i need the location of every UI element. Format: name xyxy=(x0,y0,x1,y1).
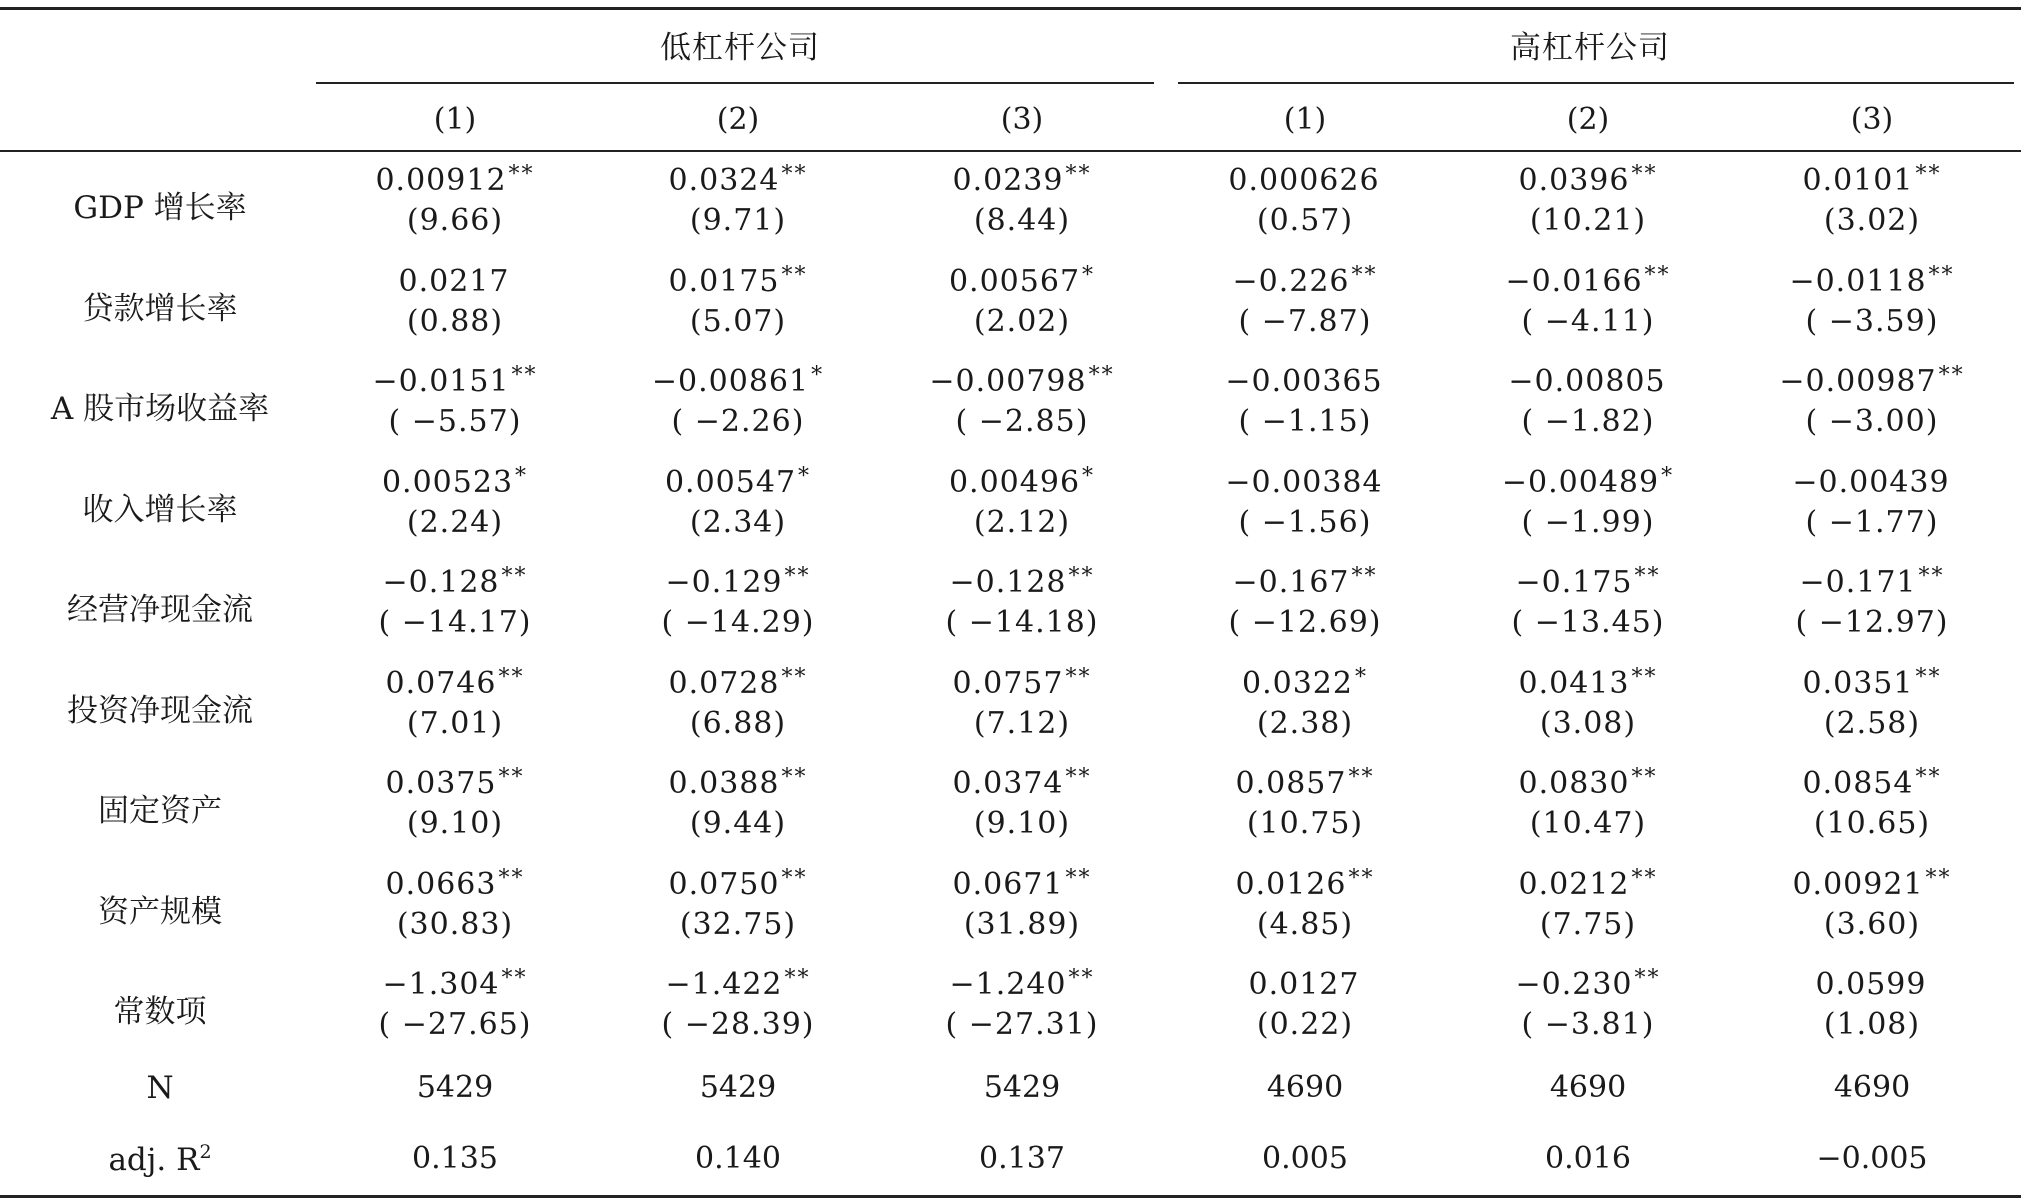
coefficient-cell xyxy=(1448,765,1728,801)
coefficient-cell xyxy=(1448,665,1728,701)
adj-r2-label-text: adj. R xyxy=(108,1142,200,1178)
t-statistic-cell: ( −5.57) xyxy=(388,404,522,439)
significance-stars: ** xyxy=(1631,664,1658,690)
coefficient-value: 0.0671 xyxy=(952,866,1064,902)
t-statistic-cell: (7.75) xyxy=(1539,906,1637,942)
significance-stars: ** xyxy=(1068,966,1095,991)
table-top-rule xyxy=(0,7,2021,10)
coefficient-cell xyxy=(1448,363,1728,399)
significance-stars: ** xyxy=(1634,564,1661,589)
t-statistic-cell: (6.88) xyxy=(689,705,787,741)
significance-stars: * xyxy=(798,463,812,489)
coefficient-value: 0.0750 xyxy=(668,866,780,902)
observation-count: 5429 xyxy=(983,1070,1061,1105)
significance-stars: ** xyxy=(784,564,811,589)
significance-stars: ** xyxy=(781,765,808,790)
coefficient-cell xyxy=(1165,263,1445,299)
observation-count: 4690 xyxy=(1833,1070,1911,1105)
significance-stars: ** xyxy=(1065,765,1092,790)
t-statistic-cell: (7.12) xyxy=(973,705,1071,741)
group-title-high-leverage: 高杠杆公司 xyxy=(1510,30,1670,66)
coefficient-value: −0.00365 xyxy=(1225,364,1383,399)
significance-stars: ** xyxy=(784,966,811,991)
coefficient-value: 0.0728 xyxy=(668,665,780,701)
significance-stars: ** xyxy=(1351,262,1378,288)
observation-count: 5429 xyxy=(699,1070,777,1105)
significance-stars: ** xyxy=(1938,363,1965,388)
t-statistic-cell: (0.57) xyxy=(1256,203,1354,238)
significance-stars: ** xyxy=(498,765,525,790)
observation-count: 4690 xyxy=(1549,1070,1627,1105)
coefficient-cell xyxy=(882,162,1162,198)
t-statistic-cell: ( −1.99) xyxy=(1521,504,1655,540)
adj-r2-value: −0.005 xyxy=(1816,1141,1928,1176)
coefficient-cell xyxy=(1732,263,2012,299)
column-number-header: (1) xyxy=(433,102,477,137)
row-label: 常数项 xyxy=(113,994,207,1030)
coefficient-cell xyxy=(1165,363,1445,399)
t-statistic-cell: (32.75) xyxy=(679,906,797,942)
t-statistic-cell: (2.58) xyxy=(1823,705,1921,741)
t-statistic-cell: (3.60) xyxy=(1823,906,1921,942)
row-label: 固定资产 xyxy=(98,793,222,829)
significance-stars: ** xyxy=(1915,664,1942,690)
t-statistic-cell: (30.83) xyxy=(396,906,514,942)
significance-stars: ** xyxy=(508,162,535,187)
significance-stars: ** xyxy=(498,865,525,891)
significance-stars: ** xyxy=(1631,765,1658,790)
t-statistic-cell: (0.22) xyxy=(1256,1007,1354,1042)
coefficient-value: 0.00523 xyxy=(381,464,514,500)
t-statistic-cell: (9.10) xyxy=(973,806,1071,841)
significance-stars: * xyxy=(1354,664,1368,690)
coefficient-value: 0.00921 xyxy=(1792,866,1924,902)
coefficient-cell xyxy=(1732,564,2012,600)
t-statistic-cell: ( −3.81) xyxy=(1521,1007,1655,1042)
t-statistic-cell: (4.85) xyxy=(1256,906,1354,942)
t-statistic-cell: ( −1.56) xyxy=(1238,504,1372,540)
significance-stars: ** xyxy=(1631,162,1658,187)
coefficient-value: −0.226 xyxy=(1232,263,1350,299)
header-bottom-rule xyxy=(0,150,2021,152)
row-label: 投资净现金流 xyxy=(67,692,253,729)
t-statistic-cell: ( −7.87) xyxy=(1238,303,1372,339)
t-statistic-cell: ( −13.45) xyxy=(1511,605,1665,640)
significance-stars: ** xyxy=(781,262,808,288)
coefficient-value: −1.422 xyxy=(665,967,783,1002)
t-statistic-cell: ( −27.31) xyxy=(945,1007,1099,1042)
coefficient-cell xyxy=(315,966,595,1002)
significance-stars: ** xyxy=(1925,865,1952,891)
coefficient-cell xyxy=(598,162,878,198)
adj-r2-value: 0.137 xyxy=(979,1141,1065,1176)
significance-stars: * xyxy=(1082,262,1096,288)
coefficient-cell xyxy=(882,966,1162,1002)
significance-stars: ** xyxy=(1348,865,1375,891)
adj-r2-value: 0.005 xyxy=(1262,1141,1348,1176)
row-label: 收入增长率 xyxy=(82,491,238,528)
coefficient-value: −0.00384 xyxy=(1225,464,1383,500)
coefficient-value: 0.0212 xyxy=(1518,866,1630,902)
coefficient-value: −1.240 xyxy=(949,967,1067,1002)
coefficient-value: −0.00861 xyxy=(651,364,810,399)
significance-stars: * xyxy=(515,463,529,489)
coefficient-value: −0.171 xyxy=(1799,565,1917,600)
t-statistic-cell: (1.08) xyxy=(1823,1007,1921,1042)
coefficient-cell xyxy=(1448,564,1728,600)
t-statistic-cell: ( −14.18) xyxy=(945,605,1099,640)
coefficient-cell xyxy=(315,363,595,399)
t-statistic-cell: ( −28.39) xyxy=(661,1007,815,1042)
coefficient-value: 0.0388 xyxy=(668,766,780,801)
significance-stars: ** xyxy=(781,162,808,187)
row-label: A 股市场收益率 xyxy=(50,391,270,427)
column-number-header: (3) xyxy=(1850,102,1894,137)
observation-count: 4690 xyxy=(1266,1070,1344,1105)
significance-stars: * xyxy=(1661,463,1675,489)
t-statistic-cell: (10.75) xyxy=(1246,806,1364,841)
coefficient-value: −0.00805 xyxy=(1508,364,1666,399)
adj-r2-value: 0.135 xyxy=(412,1141,498,1176)
coefficient-cell xyxy=(1732,765,2012,801)
coefficient-cell xyxy=(882,665,1162,701)
coefficient-cell xyxy=(598,765,878,801)
t-statistic-cell: (7.01) xyxy=(406,705,504,741)
coefficient-cell xyxy=(882,464,1162,500)
t-statistic-cell: (2.24) xyxy=(406,504,504,540)
coefficient-cell xyxy=(315,263,595,299)
significance-stars: ** xyxy=(1351,564,1378,589)
t-statistic-cell: ( −14.17) xyxy=(378,605,532,640)
coefficient-cell xyxy=(598,665,878,701)
row-label-n: N xyxy=(146,1070,174,1106)
coefficient-value: 0.0101 xyxy=(1802,163,1914,198)
column-number-header: (1) xyxy=(1283,102,1327,137)
coefficient-value: 0.0599 xyxy=(1815,967,1927,1002)
coefficient-cell xyxy=(882,765,1162,801)
coefficient-cell xyxy=(315,866,595,902)
t-statistic-cell: (10.47) xyxy=(1529,806,1647,841)
adj-r2-value: 0.140 xyxy=(695,1141,781,1176)
significance-stars: ** xyxy=(1644,262,1671,288)
significance-stars: ** xyxy=(1068,564,1095,589)
t-statistic-cell: (9.71) xyxy=(689,203,787,238)
column-number-header: (3) xyxy=(1000,102,1044,137)
coefficient-cell xyxy=(598,966,878,1002)
coefficient-cell xyxy=(1448,866,1728,902)
t-statistic-cell: (10.65) xyxy=(1813,806,1931,841)
coefficient-value: 0.0175 xyxy=(668,263,780,299)
coefficient-cell xyxy=(1165,765,1445,801)
coefficient-cell xyxy=(882,363,1162,399)
coefficient-cell xyxy=(315,162,595,198)
column-number-header: (2) xyxy=(716,102,760,137)
significance-stars: * xyxy=(811,363,825,388)
coefficient-cell xyxy=(315,464,595,500)
coefficient-value: 0.0127 xyxy=(1248,967,1360,1002)
t-statistic-cell: ( −1.15) xyxy=(1238,404,1372,439)
coefficient-value: 0.00912 xyxy=(375,163,507,198)
significance-stars: ** xyxy=(511,363,538,388)
group-title-low-leverage: 低杠杆公司 xyxy=(660,30,820,66)
t-statistic-cell: (3.02) xyxy=(1823,203,1921,238)
row-label: 贷款增长率 xyxy=(82,290,238,327)
adj-r2-value: 0.016 xyxy=(1545,1141,1631,1176)
coefficient-value: −0.128 xyxy=(949,565,1067,600)
coefficient-value: −1.304 xyxy=(382,967,500,1002)
t-statistic-cell: (3.08) xyxy=(1539,705,1637,741)
coefficient-value: 0.0830 xyxy=(1518,766,1630,801)
t-statistic-cell: ( −2.26) xyxy=(671,404,805,439)
column-number-header: (2) xyxy=(1566,102,1610,137)
group-underline-high xyxy=(1178,82,2014,84)
row-label: 资产规模 xyxy=(98,893,222,930)
t-statistic-cell: (5.07) xyxy=(689,303,787,339)
t-statistic-cell: (2.38) xyxy=(1256,705,1354,741)
row-label: GDP 增长率 xyxy=(73,190,247,226)
significance-stars: * xyxy=(1082,463,1096,489)
coefficient-cell xyxy=(1732,866,2012,902)
significance-stars: ** xyxy=(1065,865,1092,891)
coefficient-cell xyxy=(598,866,878,902)
coefficient-value: −0.128 xyxy=(382,565,500,600)
t-statistic-cell: (2.02) xyxy=(973,303,1071,339)
coefficient-value: 0.0351 xyxy=(1802,665,1914,701)
coefficient-cell xyxy=(1732,363,2012,399)
t-statistic-cell: ( −14.29) xyxy=(661,605,815,640)
t-statistic-cell: ( −27.65) xyxy=(378,1007,532,1042)
coefficient-value: −0.129 xyxy=(665,565,783,600)
coefficient-value: 0.0217 xyxy=(398,263,510,299)
coefficient-cell xyxy=(882,866,1162,902)
coefficient-cell xyxy=(882,564,1162,600)
coefficient-value: 0.0857 xyxy=(1235,766,1347,801)
coefficient-cell xyxy=(1165,464,1445,500)
coefficient-value: −0.230 xyxy=(1515,967,1633,1002)
coefficient-cell xyxy=(598,363,878,399)
coefficient-cell xyxy=(315,564,595,600)
coefficient-cell xyxy=(882,263,1162,299)
adj-r2-superscript: 2 xyxy=(199,1141,212,1163)
coefficient-value: −0.167 xyxy=(1232,565,1350,600)
coefficient-value: 0.0126 xyxy=(1235,866,1347,902)
significance-stars: ** xyxy=(501,564,528,589)
t-statistic-cell: ( −1.82) xyxy=(1521,404,1655,439)
coefficient-value: 0.0413 xyxy=(1518,665,1630,701)
coefficient-value: −0.175 xyxy=(1515,565,1633,600)
row-label-adj-r2 xyxy=(0,1141,320,1178)
t-statistic-cell: (9.66) xyxy=(406,203,504,238)
coefficient-value: 0.00496 xyxy=(948,464,1081,500)
significance-stars: ** xyxy=(1915,765,1942,790)
coefficient-value: 0.0746 xyxy=(385,665,497,701)
coefficient-value: 0.000626 xyxy=(1228,163,1380,198)
coefficient-value: 0.0239 xyxy=(952,163,1064,198)
significance-stars: ** xyxy=(1928,262,1955,288)
t-statistic-cell: ( −12.97) xyxy=(1795,605,1949,640)
significance-stars: ** xyxy=(1634,966,1661,991)
t-statistic-cell: (10.21) xyxy=(1529,203,1647,238)
coefficient-cell xyxy=(315,765,595,801)
significance-stars: ** xyxy=(1915,162,1942,187)
coefficient-cell xyxy=(598,464,878,500)
significance-stars: ** xyxy=(1088,363,1115,388)
coefficient-cell xyxy=(1448,263,1728,299)
coefficient-cell xyxy=(1165,665,1445,701)
t-statistic-cell: ( −3.59) xyxy=(1805,303,1939,339)
observation-count: 5429 xyxy=(416,1070,494,1105)
row-label: 经营净现金流 xyxy=(67,592,253,628)
t-statistic-cell: (9.10) xyxy=(406,806,504,841)
t-statistic-cell: (31.89) xyxy=(963,906,1081,942)
coefficient-cell xyxy=(315,665,595,701)
t-statistic-cell: ( −2.85) xyxy=(955,404,1089,439)
t-statistic-cell: (2.34) xyxy=(689,504,787,540)
coefficient-cell xyxy=(1448,966,1728,1002)
table-bottom-rule xyxy=(0,1195,2021,1198)
t-statistic-cell: (2.12) xyxy=(973,504,1071,540)
significance-stars: ** xyxy=(781,865,808,891)
coefficient-value: 0.0322 xyxy=(1242,665,1353,701)
coefficient-value: −0.00987 xyxy=(1779,364,1937,399)
significance-stars: ** xyxy=(1065,162,1092,187)
coefficient-cell xyxy=(1732,464,2012,500)
coefficient-cell xyxy=(1448,464,1728,500)
coefficient-value: 0.0854 xyxy=(1802,766,1914,801)
coefficient-cell xyxy=(598,263,878,299)
significance-stars: ** xyxy=(1631,865,1658,891)
coefficient-cell xyxy=(1732,162,2012,198)
t-statistic-cell: ( −12.69) xyxy=(1228,605,1382,640)
coefficient-value: 0.0663 xyxy=(385,866,497,902)
coefficient-value: −0.00798 xyxy=(929,364,1087,399)
coefficient-cell xyxy=(598,564,878,600)
t-statistic-cell: (8.44) xyxy=(973,203,1071,238)
t-statistic-cell: ( −3.00) xyxy=(1805,404,1939,439)
t-statistic-cell: (0.88) xyxy=(406,303,504,339)
coefficient-value: 0.0757 xyxy=(952,665,1064,701)
coefficient-value: −0.0151 xyxy=(372,364,510,399)
significance-stars: ** xyxy=(1065,664,1092,690)
coefficient-cell xyxy=(1165,866,1445,902)
coefficient-cell xyxy=(1165,966,1445,1002)
coefficient-value: 0.00547 xyxy=(664,464,797,500)
coefficient-value: −0.0118 xyxy=(1789,263,1927,299)
group-underline-low xyxy=(316,82,1154,84)
coefficient-value: 0.00567 xyxy=(948,263,1081,299)
t-statistic-cell: (9.44) xyxy=(689,806,787,841)
significance-stars: ** xyxy=(1348,765,1375,790)
coefficient-cell xyxy=(1165,564,1445,600)
coefficient-value: −0.00439 xyxy=(1792,464,1950,500)
coefficient-cell xyxy=(1448,162,1728,198)
coefficient-value: −0.0166 xyxy=(1505,263,1643,299)
coefficient-value: −0.00489 xyxy=(1501,464,1660,500)
significance-stars: ** xyxy=(498,664,525,690)
coefficient-cell xyxy=(1165,162,1445,198)
coefficient-value: 0.0375 xyxy=(385,766,497,801)
significance-stars: ** xyxy=(501,966,528,991)
coefficient-cell xyxy=(1732,966,2012,1002)
significance-stars: ** xyxy=(781,664,808,690)
coefficient-value: 0.0374 xyxy=(952,766,1064,801)
t-statistic-cell: ( −4.11) xyxy=(1521,303,1655,339)
coefficient-value: 0.0324 xyxy=(668,163,780,198)
coefficient-value: 0.0396 xyxy=(1518,163,1630,198)
significance-stars: ** xyxy=(1918,564,1945,589)
coefficient-cell xyxy=(1732,665,2012,701)
t-statistic-cell: ( −1.77) xyxy=(1805,504,1939,540)
